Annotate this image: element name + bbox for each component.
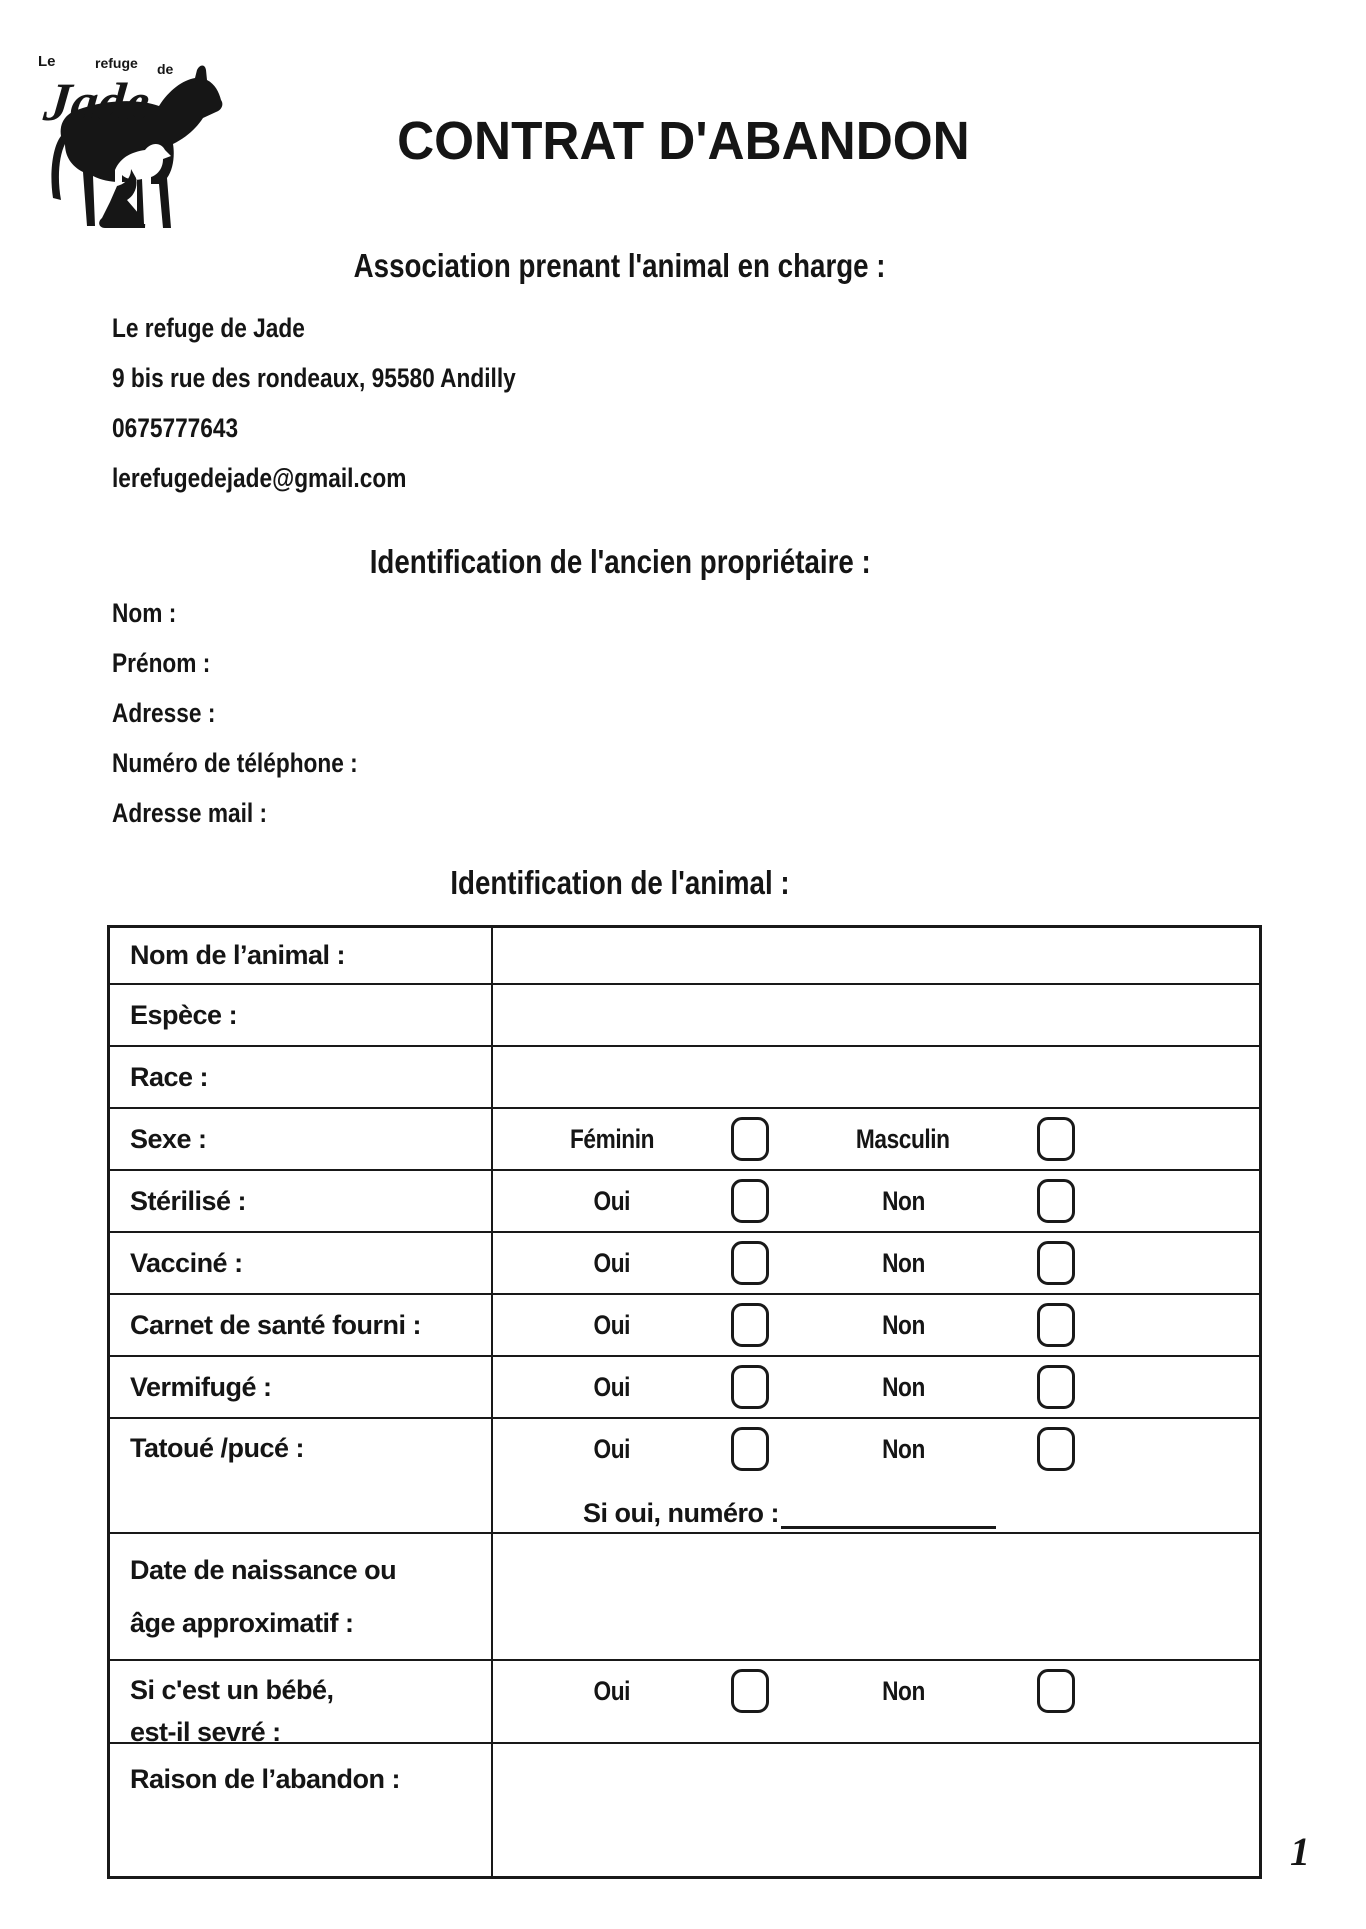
table-row-sevre — [110, 1659, 1259, 1747]
row-label-cell: Espèce : — [110, 985, 493, 1045]
association-address-line: 9 bis rue des rondeaux, 95580 Andilly — [112, 363, 516, 393]
option-oui-label: Oui — [593, 1433, 631, 1464]
row-label-cell: Sexe : — [110, 1109, 493, 1169]
checkbox-sexe-masculin[interactable] — [1037, 1117, 1075, 1161]
checkbox-sevre-non[interactable] — [1037, 1669, 1075, 1713]
owner-field-mail: Adresse mail : — [112, 798, 268, 828]
race-value-cell[interactable] — [493, 1047, 1259, 1107]
table-row-nom-animal — [110, 928, 1259, 983]
numero-fill-line[interactable] — [781, 1502, 996, 1529]
option-non-label: Non — [881, 1433, 925, 1464]
checkbox-sevre-oui[interactable] — [731, 1669, 769, 1713]
row-label-cell: Race : — [110, 1047, 493, 1107]
table-row-raison — [110, 1742, 1259, 1876]
checkbox-tatoue-oui[interactable] — [731, 1427, 769, 1471]
option-non-label: Non — [881, 1675, 925, 1706]
table-row-race — [110, 1045, 1259, 1107]
row-label-cell: Vermifugé : — [110, 1357, 493, 1417]
association-details — [112, 303, 593, 503]
association-email-line: lerefugedejade@gmail.com — [112, 463, 407, 493]
page-title: CONTRAT D'ABANDON — [396, 111, 970, 171]
checkbox-vermifuge-non[interactable] — [1037, 1365, 1075, 1409]
option-oui-label: Oui — [593, 1309, 631, 1340]
option-non-label: Non — [881, 1247, 925, 1278]
association-heading: Association prenant l'animal en charge : — [354, 247, 886, 284]
row-label-cell: Tatoué /pucé : — [110, 1419, 493, 1532]
option-feminin-label: Féminin — [569, 1123, 654, 1154]
table-row-tatoue — [110, 1417, 1259, 1532]
option-oui-label: Oui — [593, 1371, 631, 1402]
association-name-line: Le refuge de Jade — [112, 313, 305, 343]
checkbox-sterilise-oui[interactable] — [731, 1179, 769, 1223]
table-row-espece — [110, 983, 1259, 1045]
row-label-cell: Stérilisé : — [110, 1171, 493, 1231]
row-label-cell: Nom de l’animal : — [110, 928, 493, 983]
option-oui-label: Oui — [593, 1675, 631, 1706]
table-row-sterilise — [110, 1169, 1259, 1231]
row-label-cell: Si c'est un bébé, est-il sevré : — [110, 1661, 493, 1742]
checkbox-carnet-non[interactable] — [1037, 1303, 1075, 1347]
page-number: 1 — [1290, 1829, 1310, 1874]
owner-field-prenom: Prénom : — [112, 648, 211, 678]
association-phone-line: 0675777643 — [112, 413, 239, 443]
naissance-value-cell[interactable] — [493, 1534, 1259, 1659]
checkbox-sexe-feminin[interactable] — [731, 1117, 769, 1161]
option-masculin-label: Masculin — [856, 1123, 950, 1154]
owner-field-adresse: Adresse : — [112, 698, 216, 728]
checkbox-sterilise-non[interactable] — [1037, 1179, 1075, 1223]
si-oui-numero-line: Si oui, numéro : — [583, 1479, 1259, 1529]
option-non-label: Non — [881, 1185, 925, 1216]
row-label-cell: Raison de l’abandon : — [110, 1744, 493, 1876]
checkbox-vaccine-oui[interactable] — [731, 1241, 769, 1285]
logo-word-refuge: refuge — [95, 55, 138, 71]
animal-table — [107, 925, 1262, 1879]
option-oui-label: Oui — [593, 1185, 631, 1216]
checkbox-carnet-oui[interactable] — [731, 1303, 769, 1347]
table-row-vermifuge — [110, 1355, 1259, 1417]
espece-value-cell[interactable] — [493, 985, 1259, 1045]
table-row-sexe — [110, 1107, 1259, 1169]
owner-fields — [112, 588, 405, 838]
owner-field-nom: Nom : — [112, 598, 177, 628]
raison-value-cell[interactable] — [493, 1744, 1259, 1876]
option-oui-label: Oui — [593, 1247, 631, 1278]
row-label-cell: Vacciné : — [110, 1233, 493, 1293]
row-label-cell: Carnet de santé fourni : — [110, 1295, 493, 1355]
owner-field-telephone: Numéro de téléphone : — [112, 748, 358, 778]
logo-word-de: de — [157, 61, 174, 77]
checkbox-vermifuge-oui[interactable] — [731, 1365, 769, 1409]
nom-animal-value-cell[interactable] — [493, 928, 1259, 983]
table-row-vaccine — [110, 1231, 1259, 1293]
animal-heading: Identification de l'animal : — [450, 864, 790, 901]
option-non-label: Non — [881, 1309, 925, 1340]
checkbox-tatoue-non[interactable] — [1037, 1427, 1075, 1471]
option-non-label: Non — [881, 1371, 925, 1402]
owner-heading: Identification de l'ancien propriétaire : — [369, 543, 871, 580]
table-row-carnet — [110, 1293, 1259, 1355]
logo-word-jade: Jade — [41, 72, 153, 132]
row-label-cell: Date de naissance ou âge approximatif : — [110, 1534, 493, 1659]
table-row-naissance — [110, 1532, 1259, 1659]
checkbox-vaccine-non[interactable] — [1037, 1241, 1075, 1285]
logo-word-le: Le — [38, 53, 56, 70]
